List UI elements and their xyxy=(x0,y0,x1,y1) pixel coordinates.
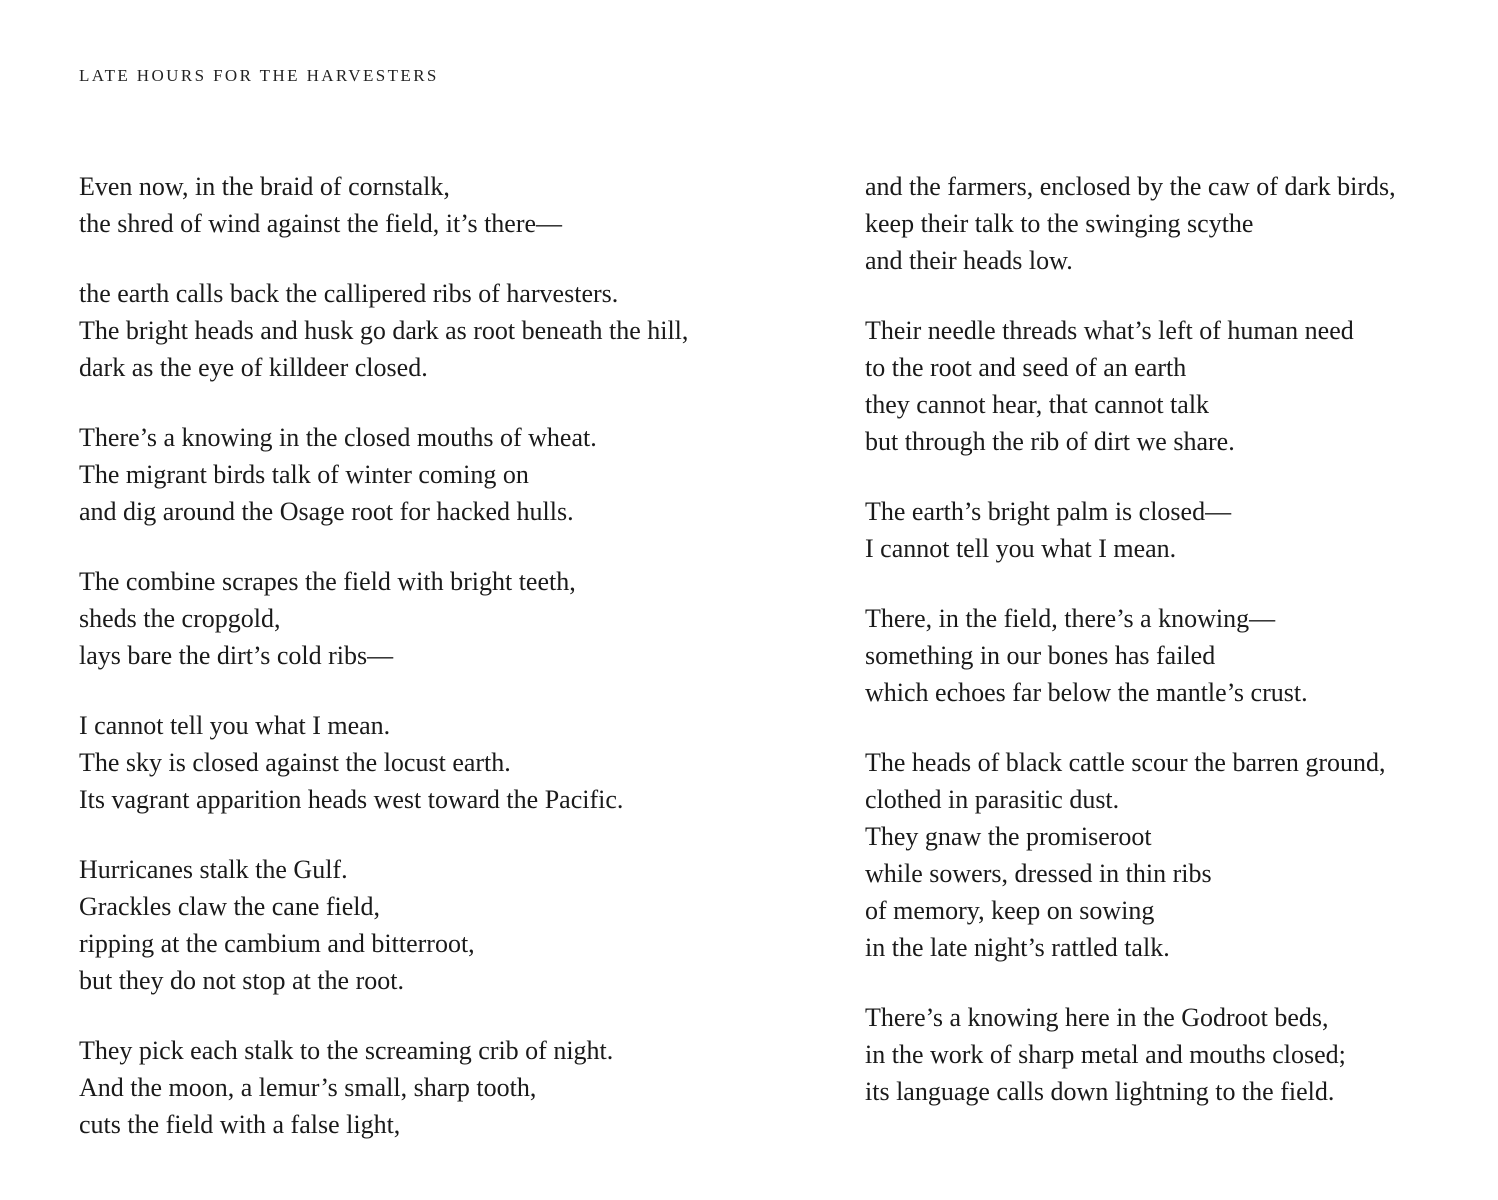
poem-line: cuts the field with a false light, xyxy=(79,1110,401,1139)
stanza xyxy=(865,493,1465,567)
poem-line: and the farmers, enclosed by the caw of dark birds, xyxy=(865,172,1396,201)
stanza xyxy=(865,744,1465,966)
poem-line: I cannot tell you what I mean. xyxy=(865,534,1177,563)
poem-line: Even now, in the braid of cornstalk, xyxy=(79,172,450,201)
poem-line: they cannot hear, that cannot talk xyxy=(865,390,1210,419)
poem-line: keep their talk to the swinging scythe xyxy=(865,209,1254,238)
stanza xyxy=(865,168,1465,279)
poem-line: while sowers, dressed in thin ribs xyxy=(865,859,1212,888)
poem-line: and their heads low. xyxy=(865,246,1073,275)
stanza xyxy=(79,419,799,530)
poem-line: Grackles claw the cane field, xyxy=(79,892,381,921)
poem-line: Their needle threads what’s left of human need xyxy=(865,316,1354,345)
poem-line: in the work of sharp metal and mouths closed; xyxy=(865,1040,1346,1069)
stanza xyxy=(865,600,1465,711)
poem-line: Its vagrant apparition heads west toward the Pacific. xyxy=(79,785,624,814)
poem-line: in the late night’s rattled talk. xyxy=(865,933,1170,962)
poem-line: which echoes far below the mantle’s crust. xyxy=(865,678,1308,707)
stanza xyxy=(79,275,799,386)
poem-line: and dig around the Osage root for hacked hulls. xyxy=(79,497,574,526)
poem-line: lays bare the dirt’s cold ribs— xyxy=(79,641,394,670)
running-head: LATE HOURS FOR THE HARVESTERS xyxy=(79,66,439,85)
poem-line: There, in the field, there’s a knowing— xyxy=(865,604,1276,633)
stanza xyxy=(79,563,799,674)
poem-line: sheds the cropgold, xyxy=(79,604,281,633)
poem-line: The bright heads and husk go dark as root beneath the hill, xyxy=(79,316,689,345)
poem-line: The heads of black cattle scour the barren ground, xyxy=(865,748,1386,777)
poem-line: There’s a knowing here in the Godroot beds, xyxy=(865,1003,1329,1032)
poem-line: something in our bones has failed xyxy=(865,641,1216,670)
poem-line: ripping at the cambium and bitterroot, xyxy=(79,929,475,958)
poem-line: clothed in parasitic dust. xyxy=(865,785,1120,814)
poem-line: The combine scrapes the field with bright teeth, xyxy=(79,567,576,596)
stanza xyxy=(865,999,1465,1110)
poem-line: but through the rib of dirt we share. xyxy=(865,427,1235,456)
stanza xyxy=(79,851,799,999)
poem-line: dark as the eye of killdeer closed. xyxy=(79,353,428,382)
poem-line: of memory, keep on sowing xyxy=(865,896,1155,925)
poem-line: its language calls down lightning to the field. xyxy=(865,1077,1335,1106)
stanza xyxy=(79,707,799,818)
stanza xyxy=(79,1032,799,1143)
poem-line: Hurricanes stalk the Gulf. xyxy=(79,855,348,884)
poem-line: There’s a knowing in the closed mouths of wheat. xyxy=(79,423,597,452)
stanza xyxy=(865,312,1465,460)
poem-column-left xyxy=(79,168,799,1176)
poem-line: They gnaw the promiseroot xyxy=(865,822,1152,851)
poem-line: The earth’s bright palm is closed— xyxy=(865,497,1232,526)
poem-line: I cannot tell you what I mean. xyxy=(79,711,391,740)
poem-line: but they do not stop at the root. xyxy=(79,966,404,995)
poem-line: the shred of wind against the field, it’s there— xyxy=(79,209,563,238)
poem-line: The sky is closed against the locust earth. xyxy=(79,748,511,777)
stanza xyxy=(79,168,799,242)
poem-line: to the root and seed of an earth xyxy=(865,353,1187,382)
poem-line: And the moon, a lemur’s small, sharp tooth, xyxy=(79,1073,537,1102)
poem-line: The migrant birds talk of winter coming on xyxy=(79,460,529,489)
poem-line: the earth calls back the callipered ribs of harvesters. xyxy=(79,279,619,308)
poem-line: They pick each stalk to the screaming crib of night. xyxy=(79,1036,614,1065)
poem-column-right xyxy=(865,168,1465,1143)
